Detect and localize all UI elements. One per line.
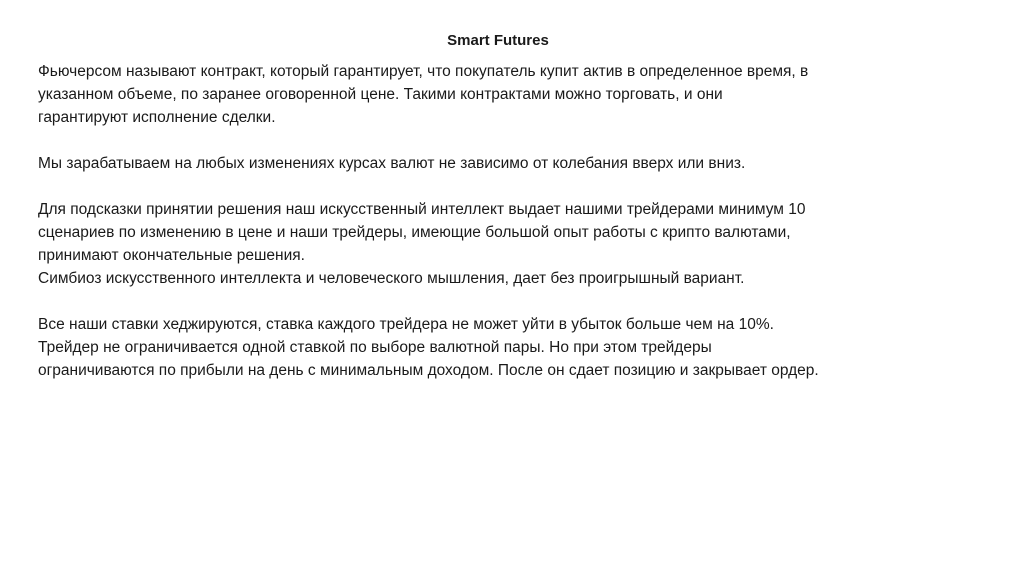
text-line: указанном объеме, по заранее оговоренной цене. Такими контрактами можно торговать, и они [38, 86, 723, 103]
slide-title: Smart Futures [447, 32, 549, 49]
slide-body [38, 60, 998, 405]
text-line: сценариев по изменению в цене и наши трейдеры, имеющие большой опыт работы с крипто валютами, [38, 224, 791, 241]
paragraph-symbiosis [38, 267, 998, 290]
text-line: Мы зарабатываем на любых изменениях курсах валют не зависимо от колебания вверх или вниз. [38, 155, 746, 172]
text-line: принимают окончательные решения. [38, 247, 305, 264]
text-line: гарантируют исполнение сделки. [38, 109, 276, 126]
paragraph-hedging [38, 313, 998, 382]
text-line: Симбиоз искусственного интеллекта и человеческого мышления, дает без проигрышный вариант. [38, 270, 745, 287]
text-line: Для подсказки принятии решения наш искусственный интеллект выдает нашими трейдерами минимум 10 [38, 201, 806, 218]
text-line: Фьючерсом называют контракт, который гарантирует, что покупатель купит актив в определенное время, в [38, 63, 809, 80]
paragraph-earnings [38, 152, 998, 175]
paragraph-ai-hints [38, 198, 998, 267]
text-line: Трейдер не ограничивается одной ставкой по выборе валютной пары. Но при этом трейдеры [38, 339, 712, 356]
text-line: Все наши ставки хеджируются, ставка каждого трейдера не может уйти в убыток больше чем на 10%. [38, 316, 774, 333]
paragraph-futures-definition [38, 60, 998, 129]
text-line: ограничиваются по прибыли на день с минимальным доходом. После он сдает позицию и закрывает ордер. [38, 362, 819, 379]
